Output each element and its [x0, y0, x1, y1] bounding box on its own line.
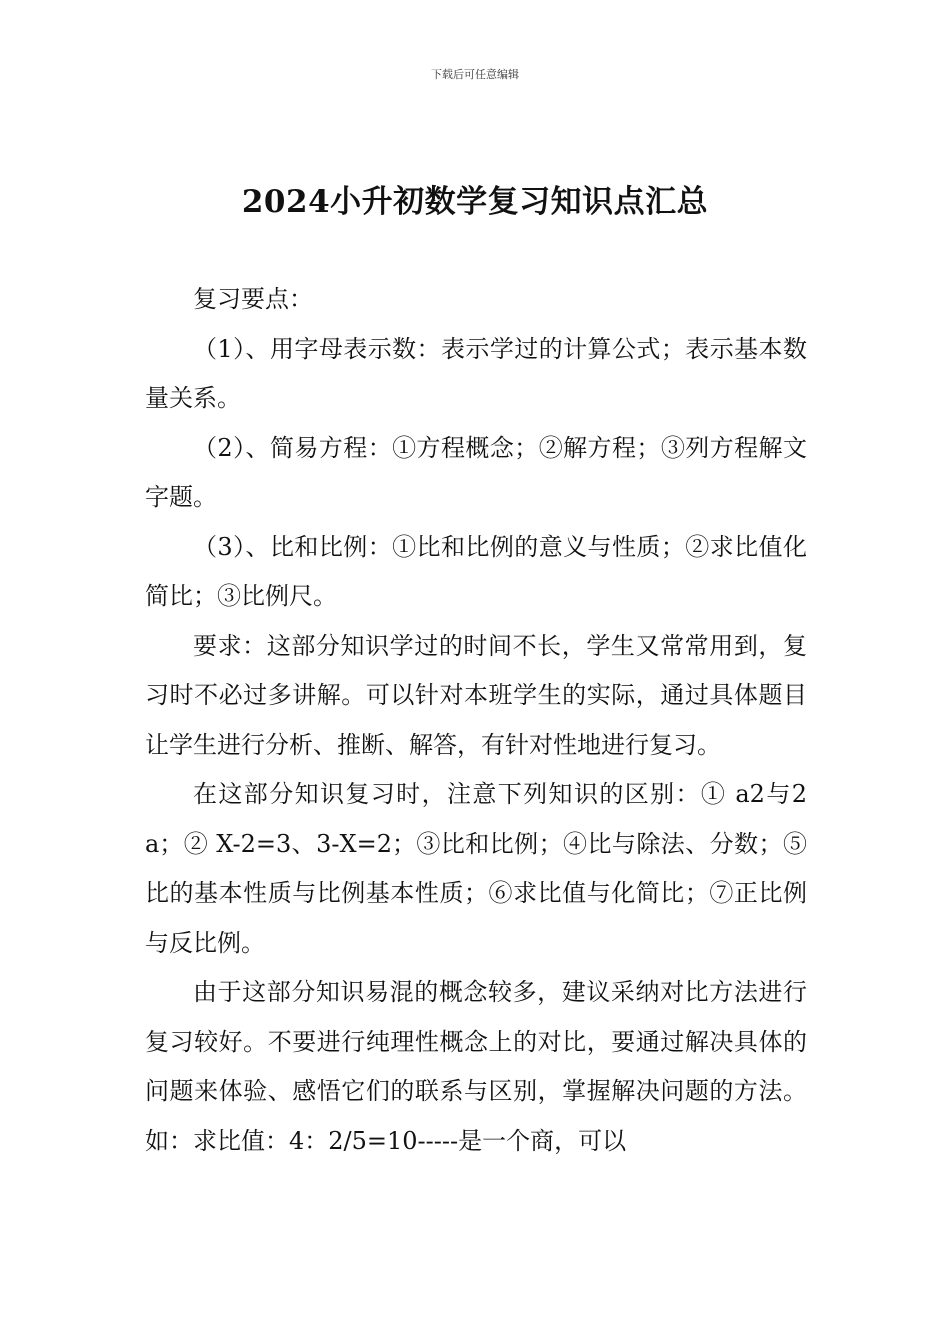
paragraph-method: 由于这部分知识易混的概念较多，建议采纳对比方法进行复习较好。不要进行纯理性概念上的对比，要通过解决具体的问题来体验、感悟它们的联系与区别，掌握解决问题的方法。如：求比值：4：2/5=10-----是一个商，可以 — [145, 978, 807, 1155]
document-title: 2024小升初数学复习知识点汇总 — [241, 184, 709, 220]
paragraph-item-3: （3）、比和比例：①比和比例的意义与性质；②求比值化简比；③比例尺。 — [145, 532, 807, 610]
paragraph-review-points: 复习要点： — [193, 285, 313, 313]
paragraph-requirements: 要求：这部分知识学过的时间不长，学生又常常用到，复习时不必过多讲解。可以针对本班学生的实际，通过具体题目让学生进行分析、推断、解答，有针对性地进行复习。 — [145, 631, 807, 759]
document-body — [145, 275, 807, 1166]
paragraph-item-2: （2）、简易方程：①方程概念；②解方程；③列方程解文字题。 — [145, 433, 807, 511]
paragraph-distinctions: 在这部分知识复习时，注意下列知识的区别：① a2与2a；② X-2=3、3-X=2；③比和比例；④比与除法、分数；⑤比的基本性质与比例基本性质；⑥求比值与化简比；⑦正比例与反比例。 — [145, 780, 807, 957]
paragraph-item-1: （1）、用字母表示数：表示学过的计算公式；表示基本数量关系。 — [145, 334, 807, 412]
header-note: 下载后可任意编辑 — [431, 68, 519, 81]
